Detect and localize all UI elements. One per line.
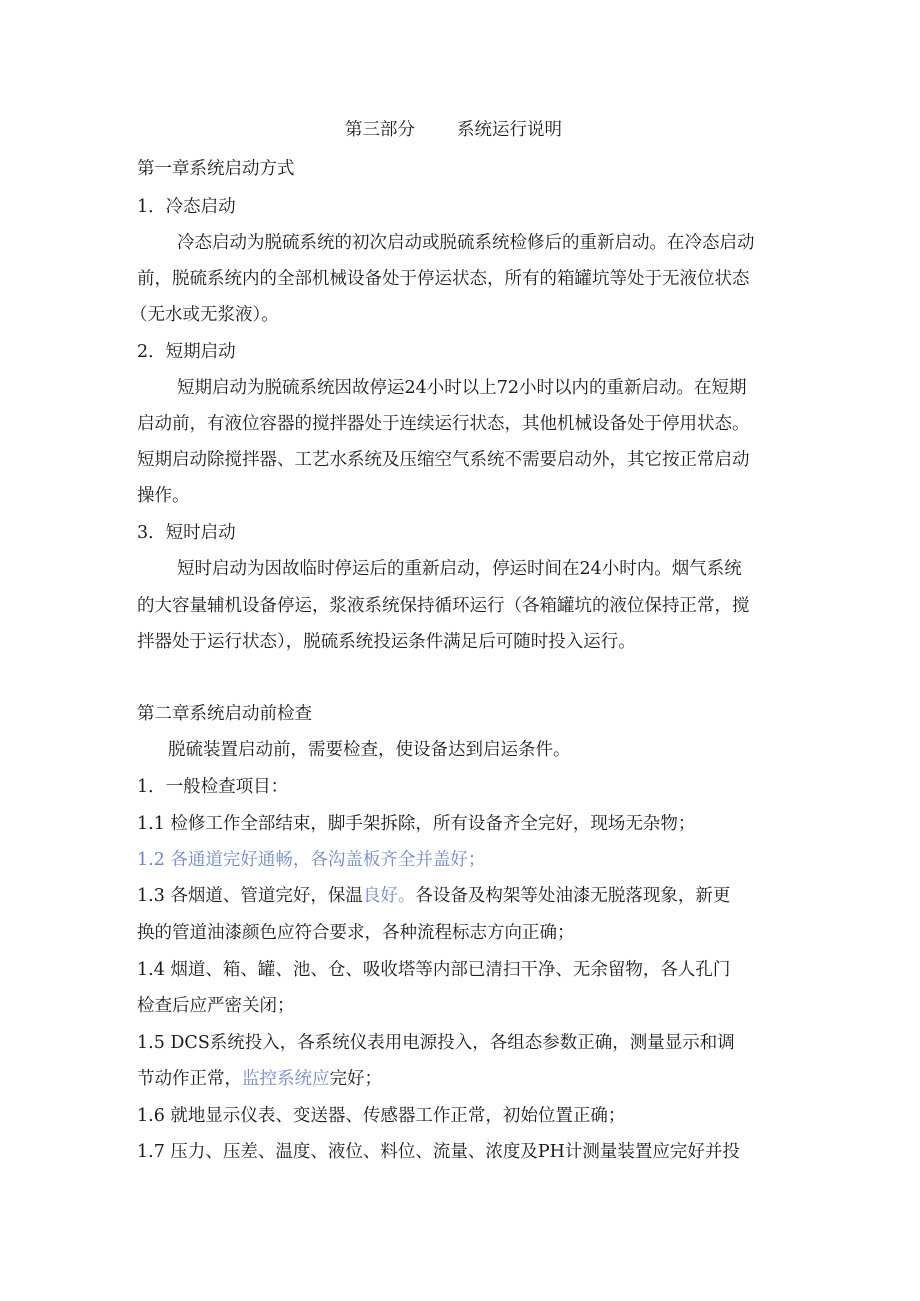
chapter1-heading: 第一章系统启动方式: [137, 159, 295, 179]
part-title-left: 第三部分: [345, 120, 415, 140]
paragraph-line: 换的管道油漆颜色应符合要求，各种流程标志方向正确；: [137, 923, 575, 943]
section-short-term-heading: 2．短期启动: [137, 342, 236, 362]
paragraph-line: 短期启动除搅拌器、工艺水系统及压缩空气系统不需要启动外，其它按正常启动: [137, 450, 750, 470]
paragraph-line: （无水或无浆液）。: [130, 305, 279, 325]
highlighted-text: 监控系统应: [242, 1069, 330, 1089]
paragraph-line: 拌器处于运行状态），脱硫系统投运条件满足后可随时投入运行。: [137, 632, 636, 652]
check-item-1-2: [137, 848, 485, 872]
paragraph-line: 短时启动为因故临时停运后的重新启动，停运时间在24小时内。烟气系统: [177, 559, 742, 579]
item-text: 1.3 各烟道、管道完好，保温: [137, 886, 363, 906]
item-number: 1.2: [137, 850, 171, 870]
chapter2-heading: 第二章系统启动前检查: [137, 704, 312, 724]
section-cold-start-heading: 1．冷态启动: [137, 197, 236, 217]
check-item-1-1: 1.1 检修工作全部结束，脚手架拆除，所有设备齐全完好，现场无杂物；: [137, 814, 696, 834]
check-item-1-3: [137, 884, 730, 908]
paragraph-line: [137, 1067, 382, 1091]
check-item-1-5: 1.5 DCS系统投入，各系统仪表用电源投入，各组态参数正确，测量显示和调: [137, 1033, 735, 1053]
item-text: 完好；: [329, 1069, 382, 1089]
highlighted-text: 良好。: [362, 886, 416, 906]
check-item-1-6: 1.6 就地显示仪表、变送器、传感器工作正常，初始位置正确；: [137, 1106, 626, 1126]
check-item-1-7: 1.7 压力、压差、温度、液位、料位、流量、浓度及PH计测量装置应完好并投: [137, 1142, 740, 1162]
paragraph-line: 短期启动为脱硫系统因故停运24小时以上72小时以内的重新启动。在短期: [177, 378, 747, 398]
section-brief-start-heading: 3．短时启动: [137, 523, 236, 543]
check-item-1-4: 1.4 烟道、箱、罐、池、仓、吸收塔等内部已清扫干净、无余留物，各人孔门: [137, 960, 731, 980]
part-title-right: 系统运行说明: [457, 120, 562, 140]
chapter2-intro: 脱硫装置启动前，需要检查，使设备达到启运条件。: [168, 740, 571, 760]
part-title: [345, 118, 562, 142]
paragraph-line: 启动前，有液位容器的搅拌器处于连续运行状态，其他机械设备处于停用状态。: [137, 414, 750, 434]
paragraph-line: 检查后应严密关闭；: [137, 996, 295, 1016]
item-text: 各设备及构架等处油漆无脱落现象，新更: [415, 886, 731, 906]
paragraph-line: 冷态启动为脱硫系统的初次启动或脱硫系统检修后的重新启动。在冷态启动: [177, 233, 755, 253]
paragraph-line: 的大容量辅机设备停运，浆液系统保持循环运行（各箱罐坑的液位保持正常，搅: [137, 596, 750, 616]
section-general-check-heading: 1．一般检查项目：: [137, 777, 289, 797]
highlighted-text: 各通道完好通畅，各沟盖板齐全并盖好；: [170, 850, 486, 870]
paragraph-line: 前，脱硫系统内的全部机械设备处于停运状态，所有的箱罐坑等处于无液位状态: [137, 269, 750, 289]
item-text: 节动作正常，: [137, 1069, 242, 1089]
paragraph-line: 操作。: [137, 486, 190, 506]
